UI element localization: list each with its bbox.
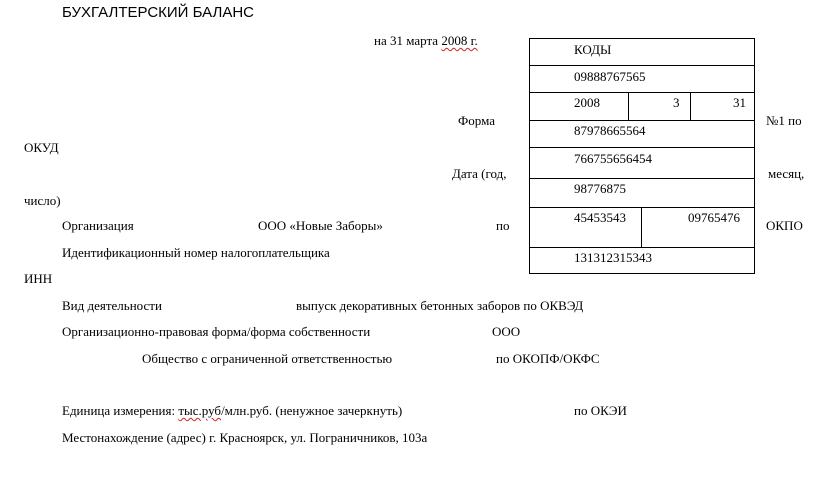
organization-label: Организация [62, 218, 134, 233]
legal-form-full: Общество с ограниченной ответственностью [142, 351, 393, 366]
codes-table [529, 38, 755, 274]
balance-date-year: 2008 г. [441, 33, 478, 48]
code-day: 31 [733, 95, 746, 110]
activity-label: Вид деятельности [62, 298, 162, 313]
unit-prefix: Единица измерения: [62, 403, 179, 418]
okopf-label: по ОКОПФ/ОКФС [496, 351, 600, 366]
code-row-3: 766755656454 [574, 151, 652, 166]
okpo-label: ОКПО [766, 218, 803, 233]
okei-label: по ОКЭИ [574, 403, 627, 418]
inn-short-label: ИНН [24, 271, 53, 286]
month-label: месяц, [768, 166, 805, 181]
code-row-2: 87978665564 [574, 123, 646, 138]
unit-line [62, 403, 402, 419]
activity-value: выпуск декоративных бетонных заборов по ОКВЭД [296, 298, 584, 313]
code-okud: 09888767565 [574, 69, 646, 84]
code-okpo-left: 45453543 [574, 210, 626, 225]
legal-form-label: Организационно-правовая форма/форма собственности [62, 324, 371, 339]
code-month: 3 [673, 95, 680, 110]
okud-no-po: №1 по [766, 113, 802, 128]
codes-header: КОДЫ [574, 42, 612, 57]
code-inn: 131312315343 [574, 250, 652, 265]
organization-value: ООО «Новые Заборы» [258, 218, 383, 233]
organization-po: по [496, 218, 510, 233]
code-okpo-right: 09765476 [688, 210, 740, 225]
unit-thousands: тыс.руб [178, 403, 222, 418]
code-row-4: 98776875 [574, 181, 626, 196]
forma-label: Форма [458, 113, 495, 128]
day-label: число) [24, 193, 61, 208]
balance-date-prefix: на 31 марта [374, 33, 442, 48]
inn-label: Идентификационный номер налогоплательщика [62, 245, 330, 260]
okud-label: ОКУД [24, 140, 59, 155]
date-label: Дата (год, [452, 166, 507, 181]
document-title: БУХГАЛТЕРСКИЙ БАЛАНС [62, 4, 254, 21]
legal-form-value: ООО [492, 324, 521, 339]
unit-rest: /млн.руб. (ненужное зачеркнуть) [221, 403, 403, 418]
balance-date [374, 33, 478, 49]
location: Местонахождение (адрес) г. Красноярск, ул. Пограничников, 103а [62, 430, 428, 445]
code-year: 2008 [574, 95, 600, 110]
